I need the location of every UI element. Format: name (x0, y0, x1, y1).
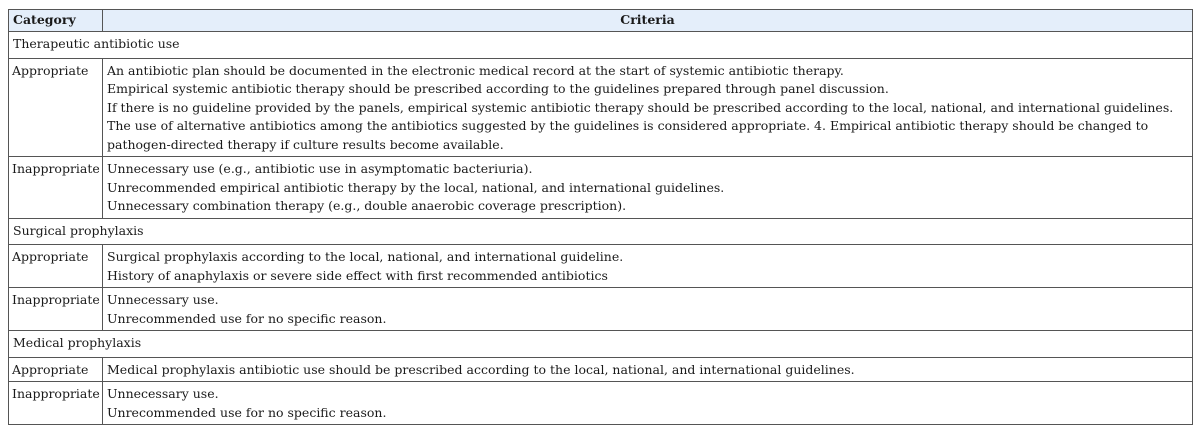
header-criteria: Criteria (103, 10, 1193, 32)
row-criteria (103, 245, 1193, 288)
row-criteria (103, 357, 1193, 382)
row-criteria (103, 288, 1193, 331)
criteria-line: Unrecommended empirical antibiotic therapy by the local, national, and international guidelines. (107, 179, 725, 195)
row-category: Inappropriate (9, 382, 103, 425)
criteria-line: Empirical systemic antibiotic therapy should be prescribed according to the guidelines prepared through panel discussion. (107, 81, 889, 96)
row-criteria (103, 382, 1193, 425)
criteria-line: Unnecessary use (e.g., antibiotic use in asymptomatic bacteriuria). (107, 161, 533, 176)
header-row (9, 10, 1193, 32)
table-row (9, 288, 1193, 331)
criteria-line: An antibiotic plan should be documented in the electronic medical record at the start of systemic antibiotic therapy. (107, 62, 844, 78)
criteria-line: pathogen-directed therapy if culture results become available. (107, 136, 504, 152)
criteria-line: Unnecessary use. (107, 386, 219, 401)
row-criteria (103, 58, 1193, 157)
section-title: Therapeutic antibiotic use (9, 32, 1193, 59)
table-row (9, 357, 1193, 382)
criteria-line: If there is no guideline provided by the panels, empirical systemic antibiotic therapy should be prescribed according to the local, national, and international guidelines. (107, 99, 1174, 115)
criteria-line: The use of alternative antibiotics among the antibiotics suggested by the guidelines is considered appropriate. 4. Empirical antibiotic therapy should be changed to (107, 118, 1149, 133)
row-category: Appropriate (9, 357, 103, 382)
row-category: Inappropriate (9, 157, 103, 219)
criteria-line: Surgical prophylaxis according to the local, national, and international guideline. (107, 249, 624, 264)
criteria-table-container (8, 9, 1192, 425)
section-row-therapeutic (9, 32, 1193, 59)
table-row (9, 382, 1193, 425)
criteria-table (8, 9, 1193, 425)
criteria-line: Unnecessary use. (107, 292, 219, 307)
section-row-medical (9, 331, 1193, 358)
criteria-line: Medical prophylaxis antibiotic use should be prescribed according to the local, national, and international guidelines. (107, 361, 855, 377)
row-criteria (103, 157, 1193, 219)
row-category: Appropriate (9, 58, 103, 157)
section-title: Medical prophylaxis (9, 331, 1193, 358)
header-category: Category (9, 10, 103, 32)
row-category: Appropriate (9, 245, 103, 288)
table-header (9, 10, 1193, 32)
table-body (9, 32, 1193, 425)
criteria-line: Unrecommended use for no specific reason. (107, 310, 387, 326)
criteria-line: Unnecessary combination therapy (e.g., double anaerobic coverage prescription). (107, 198, 627, 213)
criteria-line: Unrecommended use for no specific reason. (107, 404, 387, 420)
table-row (9, 58, 1193, 157)
section-row-surgical (9, 218, 1193, 245)
table-row (9, 157, 1193, 219)
table-row (9, 245, 1193, 288)
criteria-line: History of anaphylaxis or severe side effect with first recommended antibiotics (107, 267, 608, 283)
section-title: Surgical prophylaxis (9, 218, 1193, 245)
row-category: Inappropriate (9, 288, 103, 331)
